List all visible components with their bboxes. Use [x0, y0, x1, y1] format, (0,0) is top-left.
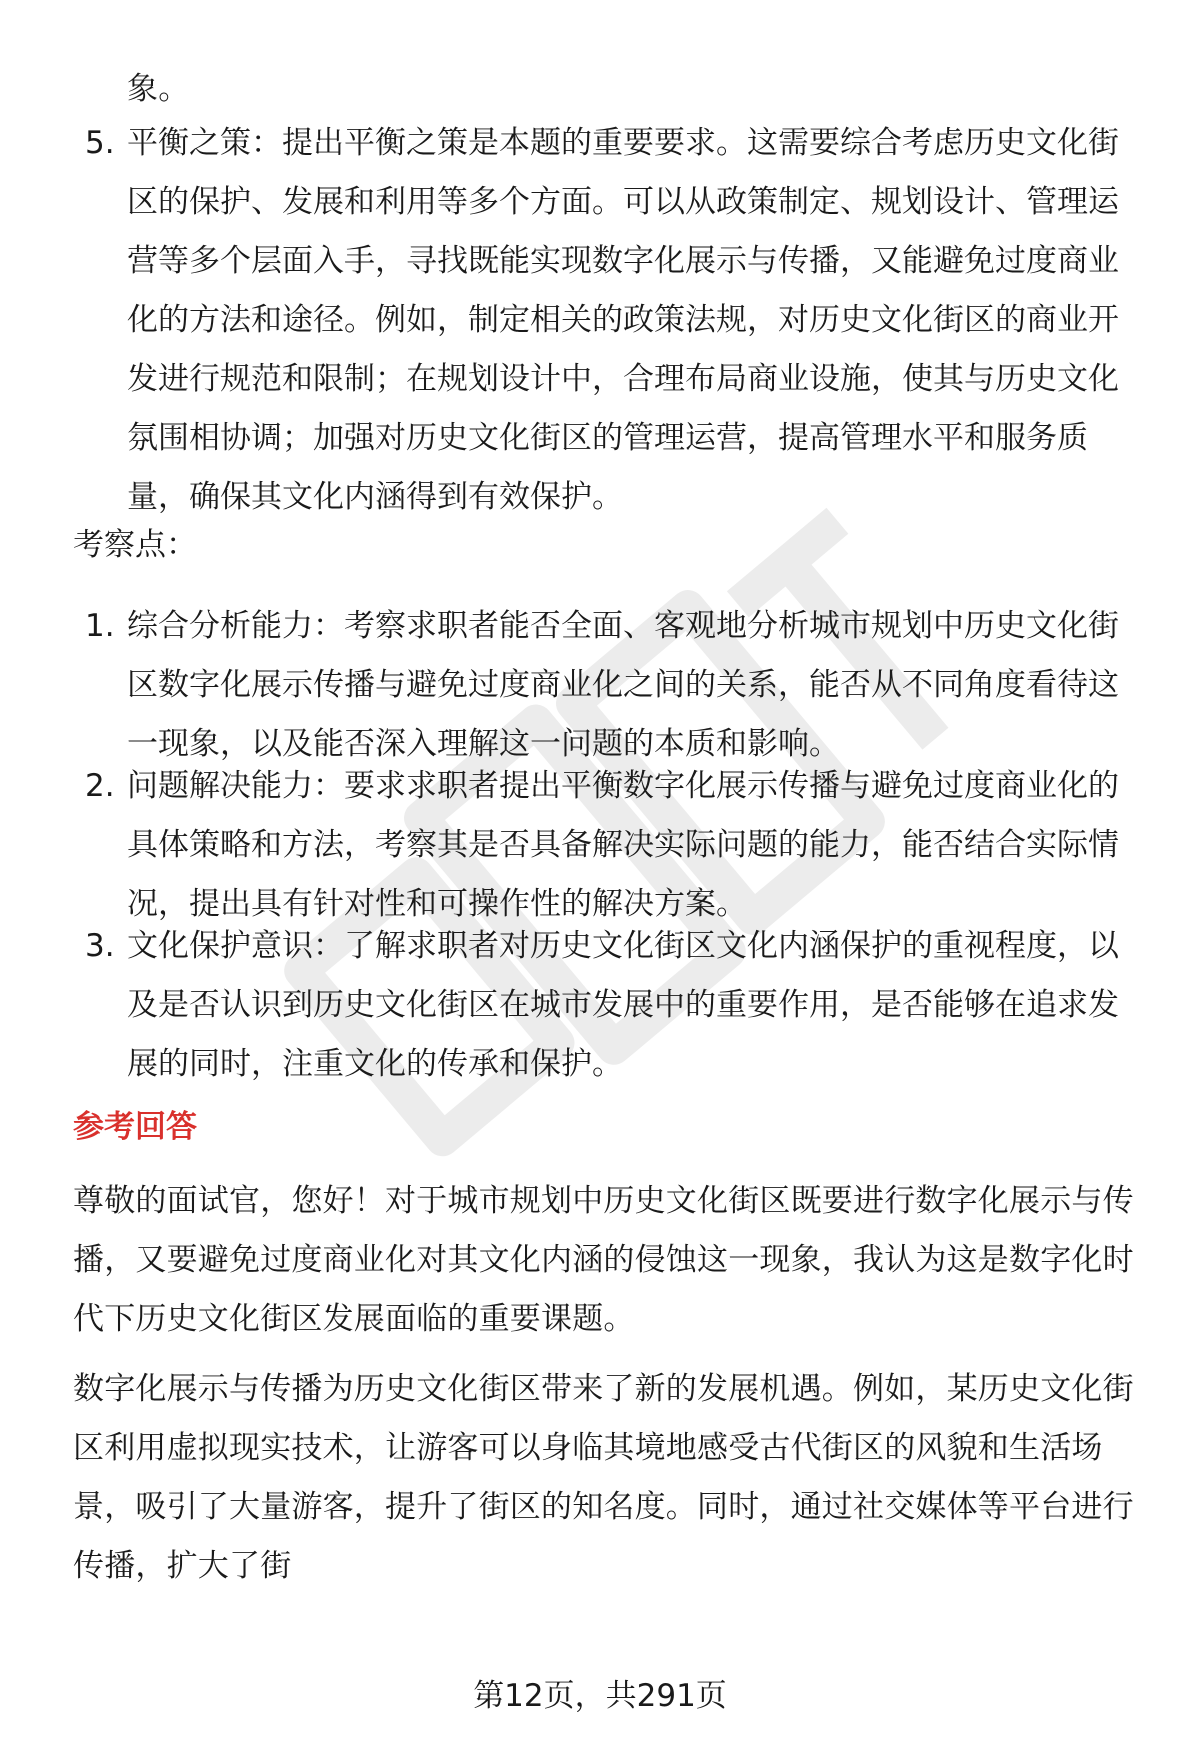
reference-answer-heading: 参考回答	[73, 1109, 197, 1145]
top-continuation-text: 象。	[127, 71, 190, 107]
list-number: 1.	[85, 608, 115, 644]
list-number: 3.	[85, 928, 115, 964]
answer-paragraph: 尊敬的面试官，您好！对于城市规划中历史文化街区既要进行数字化展示与传播，又要避免过度商业化对其文化内涵的侵蚀这一现象，我认为这是数字化时代下历史文化街区发展面临的重要课题。	[73, 1183, 1134, 1337]
list-item-text: 综合分析能力：考察求职者能否全面、客观地分析城市规划中历史文化街区数字化展示传播与避免过度商业化之间的关系，能否从不同角度看待这一现象，以及能否深入理解这一问题的本质和影响。	[127, 608, 1119, 762]
list-item-text: 问题解决能力：要求求职者提出平衡数字化展示传播与避免过度商业化的具体策略和方法，考察其是否具备解决实际问题的能力，能否结合实际情况，提出具有针对性和可操作性的解决方案。	[127, 768, 1119, 922]
list-number: 5.	[85, 125, 115, 161]
list-item-text: 平衡之策：提出平衡之策是本题的重要要求。这需要综合考虑历史文化街区的保护、发展和利用等多个方面。可以从政策制定、规划设计、管理运营等多个层面入手，寻找既能实现数字化展示与传播，又能避免过度商业化的方法和途径。例如，制定相关的政策法规，对历史文化街区的商业开发进行规范和限制；在规划设计中，合理布局商业设施，使其与历史文化氛围相协调；加强对历史文化街区的管理运营，提高管理水平和服务质量，确保其文化内涵得到有效保护。	[127, 125, 1119, 515]
list-item-text: 文化保护意识：了解求职者对历史文化街区文化内涵保护的重视程度，以及是否认识到历史文化街区在城市发展中的重要作用，是否能够在追求发展的同时，注重文化的传承和保护。	[127, 928, 1119, 1082]
page-footer: 第12页，共291页	[473, 1678, 727, 1714]
list-number: 2.	[85, 768, 115, 804]
assessment-heading: 考察点：	[73, 527, 197, 563]
answer-paragraph: 数字化展示与传播为历史文化街区带来了新的发展机遇。例如，某历史文化街区利用虚拟现实技术，让游客可以身临其境地感受古代街区的风貌和生活场景，吸引了大量游客，提升了街区的知名度。同时，通过社交媒体等平台进行传播，扩大了街	[73, 1371, 1134, 1584]
